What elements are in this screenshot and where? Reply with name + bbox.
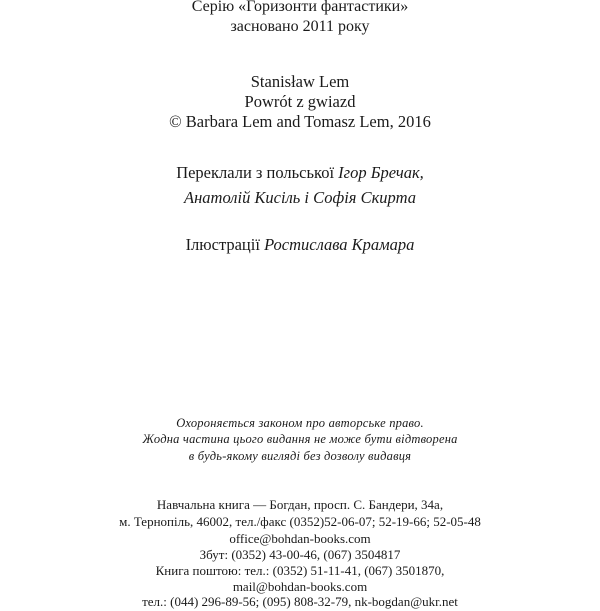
imprint-line: mail@bohdan-books.com <box>232 579 368 594</box>
translation-prefix: Переклали з польської <box>176 163 335 182</box>
series-name: Серію «Горизонти фантастики» <box>191 0 409 15</box>
original-copyright: © Barbara Lem and Tomasz Lem, 2016 <box>169 112 431 131</box>
illustrations-prefix: Ілюстрації <box>185 235 260 254</box>
imprint-line: Навчальна книга — Богдан, просп. С. Бандери, 34а, <box>156 497 444 512</box>
translators-2-3: Анатолій Кисіль і Софія Скирта <box>184 188 416 207</box>
translators-line-1 <box>0 160 600 186</box>
original-author: Stanisław Lem <box>250 72 350 91</box>
imprint-line: office@bohdan-books.com <box>229 531 371 546</box>
imprint-line: тел.: (044) 296-89-56; (095) 808-32-79, nk-bogdan@ukr.net <box>142 594 458 609</box>
original-title: Powrót z gwiazd <box>244 92 356 111</box>
illustrations-credit <box>0 232 600 258</box>
illustrator: Ростислава Крамара <box>264 235 415 254</box>
notice-line: в будь-якому вигляді без дозволу видавця <box>188 449 412 463</box>
translators-line-2 <box>0 185 600 211</box>
series-founded: засновано 2011 року <box>230 18 370 35</box>
translator-1: Ігор Бречак, <box>338 163 424 182</box>
imprint-line: Книга поштою: тел.: (0352) 51-11-41, (067) 3501870, <box>155 563 445 578</box>
notice-line: Жодна частина цього видання не може бути відтворена <box>142 432 458 446</box>
notice-line: Охороняється законом про авторське право. <box>176 416 424 430</box>
imprint-line: м. Тернопіль, 46002, тел./факс (0352)52-06-07; 52-19-66; 52-05-48 <box>119 514 481 529</box>
imprint-line: Збут: (0352) 43-00-46, (067) 3504817 <box>199 547 401 562</box>
